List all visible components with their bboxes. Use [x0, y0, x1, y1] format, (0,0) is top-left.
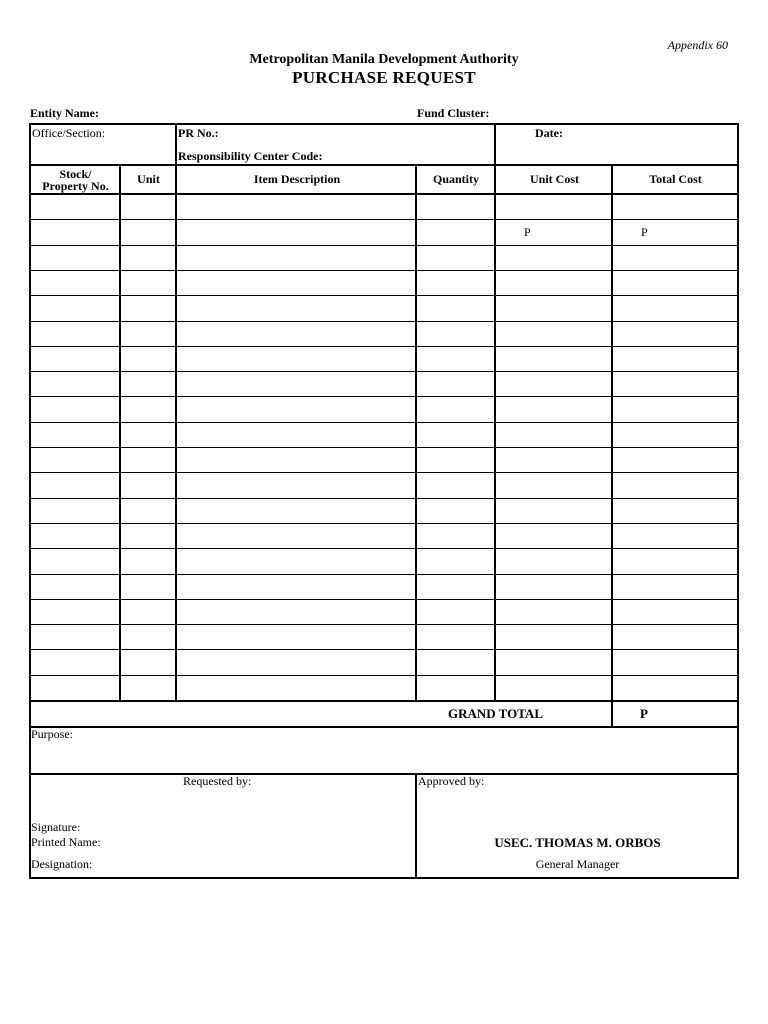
- purpose-label: Purpose:: [31, 727, 73, 741]
- grand-total-value: P: [640, 706, 648, 721]
- border-top: [29, 123, 739, 125]
- header-bottom-line: [29, 193, 739, 195]
- col-header-item-description: Item Description: [253, 172, 341, 186]
- date-label: Date:: [535, 126, 563, 140]
- grand-total-label: GRAND TOTAL: [448, 706, 543, 721]
- appendix-label: Appendix 60: [667, 38, 728, 52]
- approved-by-label: Approved by:: [418, 774, 485, 788]
- border-bottom: [29, 877, 739, 879]
- col-header-unit: Unit: [137, 172, 160, 186]
- border-left: [29, 123, 31, 879]
- col-divider-unit-cost: [611, 164, 613, 727]
- table-row-line: [29, 371, 739, 372]
- table-row-line: [29, 295, 739, 296]
- signature-label: Signature:: [31, 820, 81, 834]
- table-row-line: [29, 675, 739, 676]
- office-section-label: Office/Section:: [32, 126, 106, 140]
- table-row-line: [29, 447, 739, 448]
- requested-by-label: Requested by:: [183, 774, 252, 788]
- info-divider-1: [175, 123, 177, 165]
- table-row-line: [29, 346, 739, 347]
- entity-name-label: Entity Name:: [30, 106, 99, 120]
- printed-name-label: Printed Name:: [31, 835, 101, 849]
- designation-label: Designation:: [31, 857, 93, 871]
- table-row-line: [29, 321, 739, 322]
- table-row-line: [29, 599, 739, 600]
- responsibility-center-code-label: Responsibility Center Code:: [178, 149, 323, 163]
- col-header-stock: Stock/ Property No.: [42, 167, 109, 193]
- approver-designation: General Manager: [535, 857, 620, 871]
- table-row-line: [29, 548, 739, 549]
- table-row-line: [29, 472, 739, 473]
- table-row-line: [29, 422, 739, 423]
- table-row-line: [29, 270, 739, 271]
- table-row-line: [29, 219, 739, 220]
- approver-printed-name: USEC. THOMAS M. ORBOS: [494, 835, 661, 850]
- table-row-line: [29, 649, 739, 650]
- fund-cluster-label: Fund Cluster:: [417, 106, 490, 120]
- page-title: PURCHASE REQUEST: [292, 68, 476, 87]
- items-bottom-line: [29, 700, 739, 702]
- pr-no-label: PR No.:: [178, 126, 219, 140]
- col-header-quantity: Quantity: [432, 172, 479, 186]
- organization-name: Metropolitan Manila Development Authority: [249, 52, 519, 67]
- table-row-line: [29, 523, 739, 524]
- table-row-line: [29, 624, 739, 625]
- grand-total-bottom-line: [29, 726, 739, 728]
- first-row-total-cost: P: [641, 225, 648, 239]
- col-header-unit-cost: Unit Cost: [529, 172, 579, 186]
- col-header-total-cost: Total Cost: [649, 172, 702, 186]
- purpose-bottom-line: [29, 773, 739, 775]
- table-row-line: [29, 245, 739, 246]
- header-top-line: [29, 164, 739, 166]
- info-divider-2: [494, 123, 496, 165]
- table-row-line: [29, 498, 739, 499]
- border-right: [737, 123, 739, 879]
- first-row-unit-cost: P: [524, 225, 531, 239]
- table-row-line: [29, 396, 739, 397]
- table-row-line: [29, 574, 739, 575]
